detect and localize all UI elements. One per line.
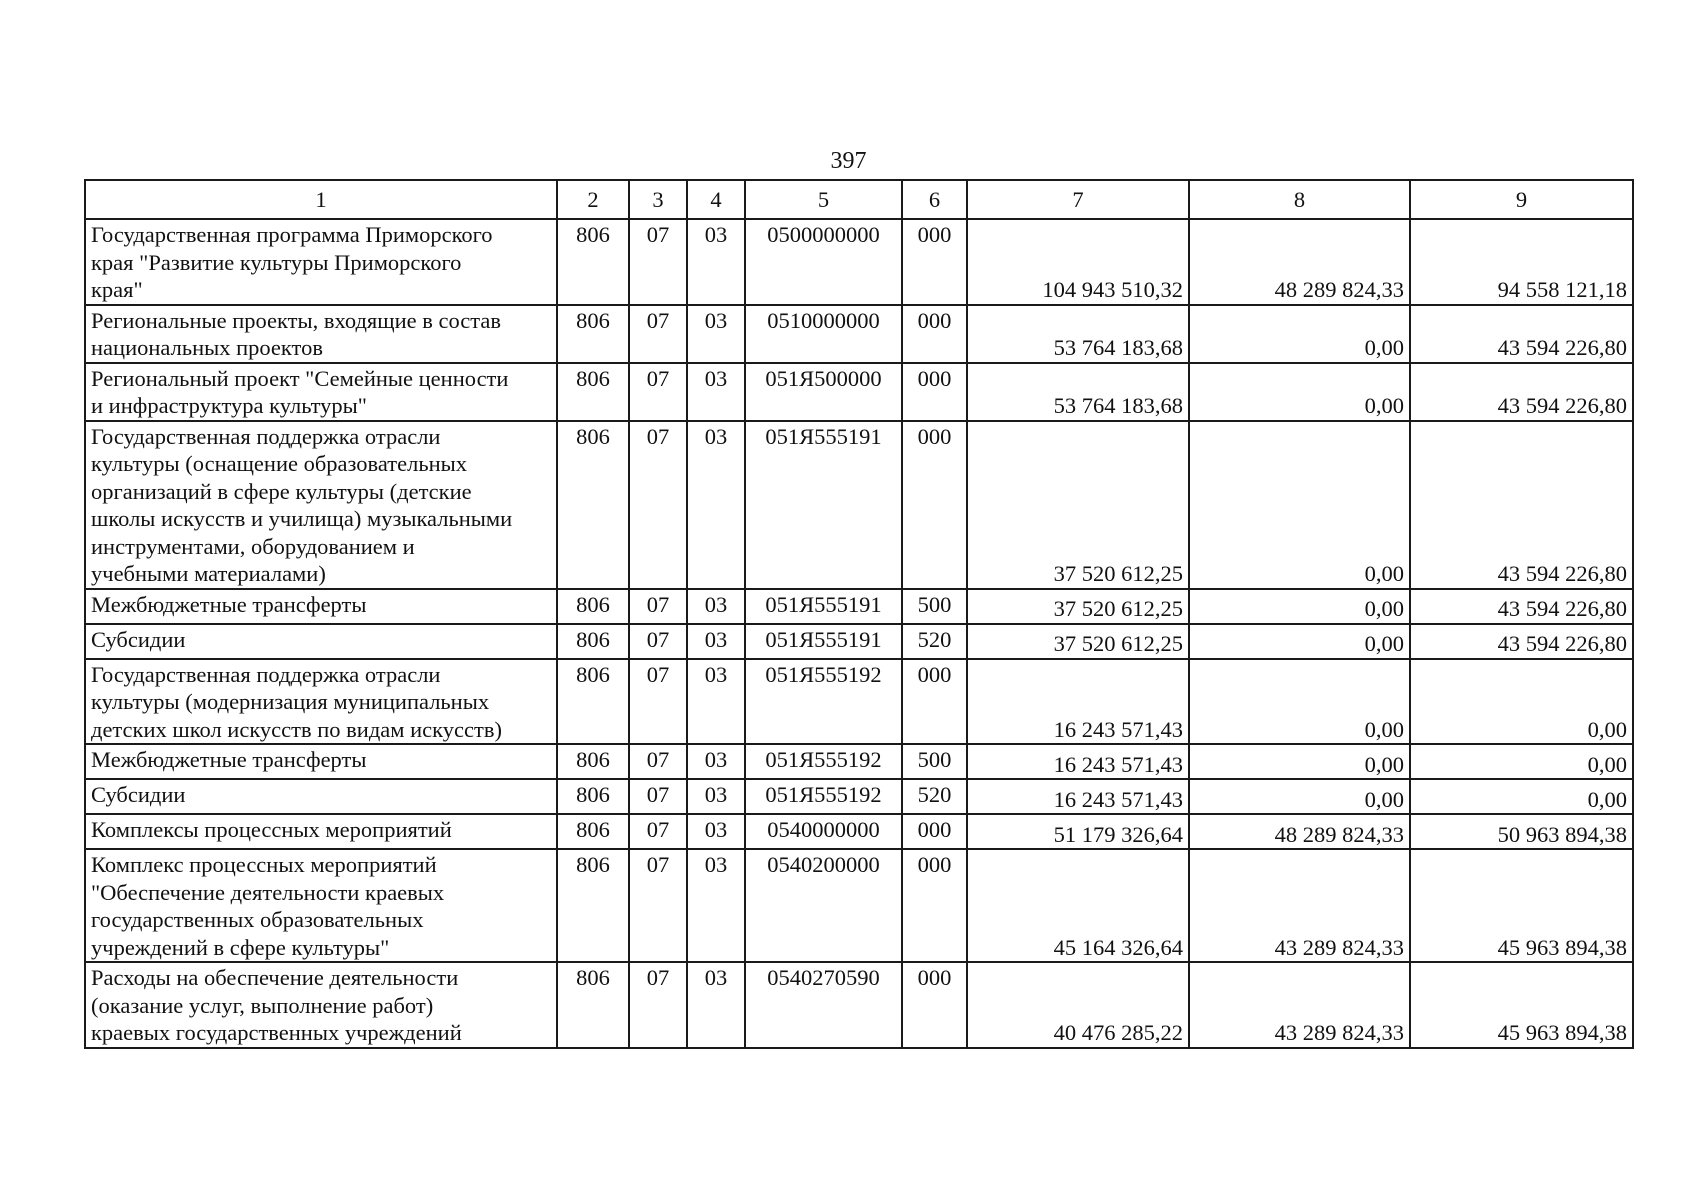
row-expense-type-cell: 000 xyxy=(902,219,967,305)
row-subsection-cell: 03 xyxy=(687,421,745,589)
table-row xyxy=(85,589,1633,624)
row-code-cell: 806 xyxy=(557,305,629,363)
row-name-cell: Межбюджетные трансферты xyxy=(85,744,557,779)
row-subsection-cell: 03 xyxy=(687,363,745,421)
row-amount-col7: 16 243 571,43 xyxy=(967,659,1189,745)
row-amount-col9: 43 594 226,80 xyxy=(1410,363,1633,421)
header-cell: 3 xyxy=(629,180,687,219)
row-name-cell: Региональные проекты, входящие в состав национальных проектов xyxy=(85,305,557,363)
row-target-item-cell: 051Я555191 xyxy=(745,589,902,624)
row-amount-col9: 50 963 894,38 xyxy=(1410,814,1633,849)
row-code-cell: 806 xyxy=(557,219,629,305)
row-amount-col7: 53 764 183,68 xyxy=(967,305,1189,363)
row-target-item-cell: 0540000000 xyxy=(745,814,902,849)
row-section-cell: 07 xyxy=(629,744,687,779)
row-amount-col7: 16 243 571,43 xyxy=(967,744,1189,779)
row-code-cell: 806 xyxy=(557,363,629,421)
row-amount-col8: 0,00 xyxy=(1189,363,1410,421)
row-code-cell: 806 xyxy=(557,849,629,962)
table-row xyxy=(85,962,1633,1048)
row-subsection-cell: 03 xyxy=(687,849,745,962)
row-subsection-cell: 03 xyxy=(687,305,745,363)
row-code-cell: 806 xyxy=(557,589,629,624)
row-expense-type-cell: 520 xyxy=(902,624,967,659)
row-section-cell: 07 xyxy=(629,849,687,962)
table-row xyxy=(85,779,1633,814)
row-expense-type-cell: 000 xyxy=(902,421,967,589)
row-amount-col9: 0,00 xyxy=(1410,659,1633,745)
table-row xyxy=(85,363,1633,421)
header-cell: 4 xyxy=(687,180,745,219)
row-amount-col7: 37 520 612,25 xyxy=(967,421,1189,589)
row-code-cell: 806 xyxy=(557,814,629,849)
row-expense-type-cell: 000 xyxy=(902,305,967,363)
row-target-item-cell: 0540270590 xyxy=(745,962,902,1048)
row-name-cell: Комплексы процессных мероприятий xyxy=(85,814,557,849)
row-target-item-cell: 0500000000 xyxy=(745,219,902,305)
row-name-cell: Расходы на обеспечение деятельности (оказание услуг, выполнение работ) краевых государственных учреждений xyxy=(85,962,557,1048)
row-name-cell: Государственная программа Приморского края "Развитие культуры Приморского края" xyxy=(85,219,557,305)
row-amount-col7: 16 243 571,43 xyxy=(967,779,1189,814)
table-row xyxy=(85,849,1633,962)
table-row xyxy=(85,744,1633,779)
row-target-item-cell: 051Я555192 xyxy=(745,779,902,814)
row-expense-type-cell: 000 xyxy=(902,659,967,745)
header-cell: 6 xyxy=(902,180,967,219)
header-cell: 5 xyxy=(745,180,902,219)
row-code-cell: 806 xyxy=(557,659,629,745)
row-code-cell: 806 xyxy=(557,779,629,814)
row-section-cell: 07 xyxy=(629,624,687,659)
row-name-cell: Субсидии xyxy=(85,624,557,659)
row-amount-col9: 0,00 xyxy=(1410,744,1633,779)
row-amount-col7: 40 476 285,22 xyxy=(967,962,1189,1048)
row-target-item-cell: 051Я500000 xyxy=(745,363,902,421)
row-amount-col7: 104 943 510,32 xyxy=(967,219,1189,305)
row-amount-col7: 37 520 612,25 xyxy=(967,624,1189,659)
row-target-item-cell: 051Я555191 xyxy=(745,624,902,659)
row-section-cell: 07 xyxy=(629,363,687,421)
row-amount-col8: 0,00 xyxy=(1189,421,1410,589)
row-section-cell: 07 xyxy=(629,219,687,305)
row-expense-type-cell: 000 xyxy=(902,849,967,962)
row-name-cell: Региональный проект "Семейные ценности и инфраструктура культуры" xyxy=(85,363,557,421)
row-expense-type-cell: 000 xyxy=(902,363,967,421)
row-code-cell: 806 xyxy=(557,744,629,779)
table-row xyxy=(85,814,1633,849)
row-amount-col8: 0,00 xyxy=(1189,659,1410,745)
row-amount-col8: 0,00 xyxy=(1189,305,1410,363)
row-target-item-cell: 051Я555192 xyxy=(745,744,902,779)
table-header-row xyxy=(85,180,1633,219)
row-name-cell: Государственная поддержка отрасли культуры (оснащение образовательных организаций в сфере культуры (детские школы искусств и училища) музыкальными инструментами, оборудованием и учебными материалами) xyxy=(85,421,557,589)
row-expense-type-cell: 000 xyxy=(902,962,967,1048)
row-code-cell: 806 xyxy=(557,962,629,1048)
row-expense-type-cell: 500 xyxy=(902,744,967,779)
row-subsection-cell: 03 xyxy=(687,814,745,849)
row-target-item-cell: 0540200000 xyxy=(745,849,902,962)
row-amount-col8: 43 289 824,33 xyxy=(1189,962,1410,1048)
table-row xyxy=(85,305,1633,363)
row-subsection-cell: 03 xyxy=(687,779,745,814)
row-section-cell: 07 xyxy=(629,589,687,624)
row-expense-type-cell: 500 xyxy=(902,589,967,624)
row-target-item-cell: 051Я555192 xyxy=(745,659,902,745)
row-name-cell: Государственная поддержка отрасли культуры (модернизация муниципальных детских школ искусств по видам искусств) xyxy=(85,659,557,745)
row-section-cell: 07 xyxy=(629,814,687,849)
table-row xyxy=(85,624,1633,659)
header-cell: 7 xyxy=(967,180,1189,219)
row-amount-col9: 45 963 894,38 xyxy=(1410,849,1633,962)
row-amount-col9: 45 963 894,38 xyxy=(1410,962,1633,1048)
row-amount-col9: 43 594 226,80 xyxy=(1410,624,1633,659)
budget-table xyxy=(84,179,1634,1049)
row-section-cell: 07 xyxy=(629,962,687,1048)
row-code-cell: 806 xyxy=(557,421,629,589)
row-subsection-cell: 03 xyxy=(687,219,745,305)
row-subsection-cell: 03 xyxy=(687,589,745,624)
row-subsection-cell: 03 xyxy=(687,659,745,745)
row-amount-col9: 43 594 226,80 xyxy=(1410,589,1633,624)
row-amount-col9: 43 594 226,80 xyxy=(1410,305,1633,363)
row-amount-col9: 94 558 121,18 xyxy=(1410,219,1633,305)
header-cell: 9 xyxy=(1410,180,1633,219)
row-amount-col8: 0,00 xyxy=(1189,744,1410,779)
row-amount-col8: 43 289 824,33 xyxy=(1189,849,1410,962)
row-code-cell: 806 xyxy=(557,624,629,659)
row-target-item-cell: 0510000000 xyxy=(745,305,902,363)
row-name-cell: Комплекс процессных мероприятий "Обеспечение деятельности краевых государственных образовательных учреждений в сфере культуры" xyxy=(85,849,557,962)
row-name-cell: Субсидии xyxy=(85,779,557,814)
page-number: 397 xyxy=(830,148,867,174)
header-cell: 8 xyxy=(1189,180,1410,219)
row-amount-col8: 48 289 824,33 xyxy=(1189,219,1410,305)
table-row xyxy=(85,421,1633,589)
row-amount-col9: 43 594 226,80 xyxy=(1410,421,1633,589)
row-section-cell: 07 xyxy=(629,659,687,745)
row-target-item-cell: 051Я555191 xyxy=(745,421,902,589)
row-amount-col7: 51 179 326,64 xyxy=(967,814,1189,849)
row-amount-col8: 48 289 824,33 xyxy=(1189,814,1410,849)
row-amount-col7: 37 520 612,25 xyxy=(967,589,1189,624)
header-cell: 2 xyxy=(557,180,629,219)
table-row xyxy=(85,219,1633,305)
row-section-cell: 07 xyxy=(629,779,687,814)
row-amount-col7: 53 764 183,68 xyxy=(967,363,1189,421)
row-amount-col8: 0,00 xyxy=(1189,779,1410,814)
header-cell: 1 xyxy=(85,180,557,219)
row-section-cell: 07 xyxy=(629,305,687,363)
row-amount-col9: 0,00 xyxy=(1410,779,1633,814)
row-amount-col8: 0,00 xyxy=(1189,589,1410,624)
row-subsection-cell: 03 xyxy=(687,624,745,659)
row-section-cell: 07 xyxy=(629,421,687,589)
row-expense-type-cell: 520 xyxy=(902,779,967,814)
row-name-cell: Межбюджетные трансферты xyxy=(85,589,557,624)
row-amount-col7: 45 164 326,64 xyxy=(967,849,1189,962)
row-subsection-cell: 03 xyxy=(687,962,745,1048)
row-subsection-cell: 03 xyxy=(687,744,745,779)
row-expense-type-cell: 000 xyxy=(902,814,967,849)
row-amount-col8: 0,00 xyxy=(1189,624,1410,659)
table-row xyxy=(85,659,1633,745)
